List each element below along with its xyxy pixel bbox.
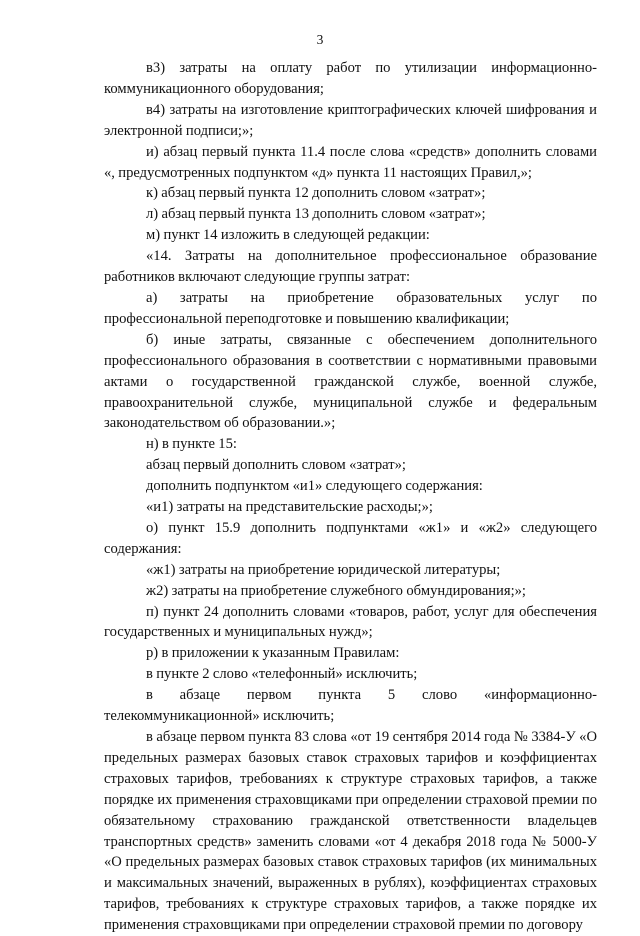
paragraph: о) пункт 15.9 дополнить подпунктами «ж1» и «ж2» следующего содержания:	[104, 519, 597, 557]
paragraph: м) пункт 14 изложить в следующей редакции:	[146, 227, 430, 244]
paragraph: «и1) затраты на представительские расходы;»;	[146, 499, 433, 516]
paragraph: в3) затраты на оплату работ по утилизации информационно-коммуникационного оборудования;	[104, 60, 597, 97]
paragraph: в абзаце первом пункта 83 слова «от 19 сентября 2014 года № 3384-У «О предельных размерах базовых ставок страховых тарифов и коэффициентах страховых тарифов, требованиях к структуре страховых тарифов, а также порядке их применения страховщиками при определении страховой премии по обязательному страхованию гражданской ответственности владельцев транспортных средств» заменить словами «от 4 декабря 2018 года № 5000-У «О предельных размерах базовых ставок страховых тарифов (их минимальных и максимальных значений, выраженных в рублях), коэффициентах страховых тарифов, требованиях к структуре страховых тарифов, а также порядке их применения страховщиками при определении страховой премии по договору	[104, 729, 597, 934]
paragraph: а) затраты на приобретение образовательных услуг по профессиональной переподготовке и повышению квалификации;	[104, 289, 597, 327]
paragraph: абзац первый дополнить словом «затрат»;	[146, 457, 406, 474]
paragraph: дополнить подпунктом «и1» следующего содержания:	[146, 478, 483, 495]
paragraph: и) абзац первый пункта 11.4 после слова «средств» дополнить словами «, предусмотренных подпунктом «д» пункта 11 настоящих Правил,»;	[104, 143, 597, 181]
paragraph: р) в приложении к указанным Правилам:	[146, 645, 400, 662]
paragraph: в4) затраты на изготовление криптографических ключей шифрования и электронной подписи;»;	[104, 101, 597, 139]
page-number: 3	[316, 32, 324, 47]
document-body	[104, 58, 597, 936]
paragraph: к) абзац первый пункта 12 дополнить словом «затрат»;	[146, 185, 486, 202]
paragraph: н) в пункте 15:	[146, 436, 237, 453]
paragraph: б) иные затраты, связанные с обеспечением дополнительного профессионального образования в соответствии с нормативными правовыми актами о государственной гражданской службе, военной службе, правоохранительной службе, муниципальной службе и федеральным законодательством об образовании.»;	[104, 331, 597, 432]
paragraph: ж2) затраты на приобретение служебного обмундирования;»;	[146, 582, 526, 599]
paragraph: «14. Затраты на дополнительное профессиональное образование работников включают следующие группы затрат:	[104, 248, 597, 286]
paragraph: в абзаце первом пункта 5 слово «информационно-телекоммуникационной» исключить;	[104, 687, 597, 725]
paragraph: «ж1) затраты на приобретение юридической литературы;	[146, 561, 501, 578]
paragraph: л) абзац первый пункта 13 дополнить словом «затрат»;	[146, 206, 486, 223]
paragraph: п) пункт 24 дополнить словами «товаров, работ, услуг для обеспечения государственных и муниципальных нужд»;	[104, 603, 597, 641]
paragraph: в пункте 2 слово «телефонный» исключить;	[146, 666, 418, 683]
